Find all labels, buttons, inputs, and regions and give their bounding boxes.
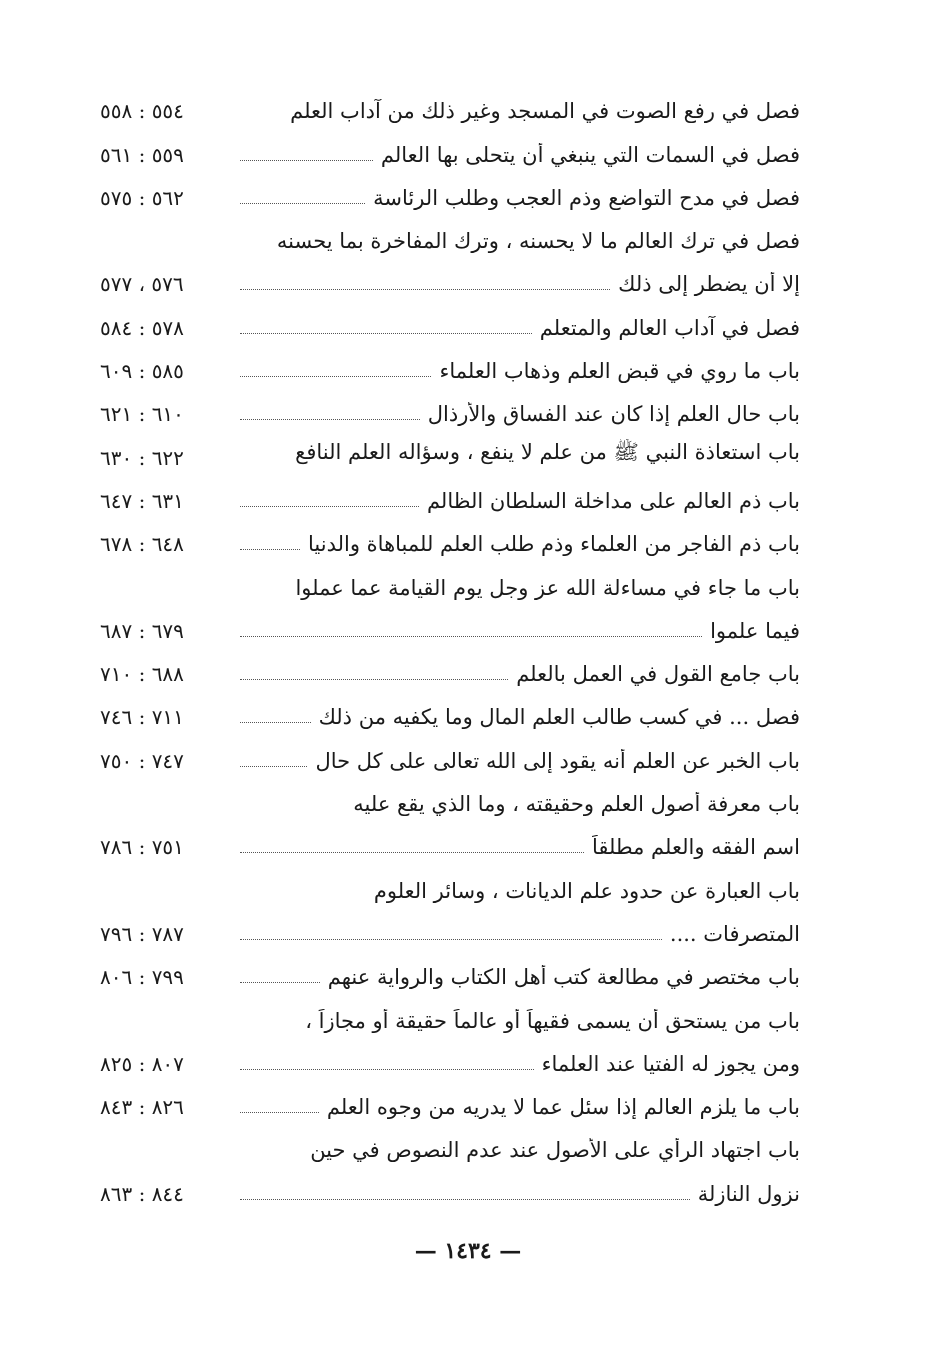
- toc-entry: [100, 950, 800, 993]
- toc-entry-pages: ٧٤٧ : ٧٥٠: [100, 748, 184, 773]
- toc-entry-pages: ٥٧٦ ، ٥٧٧: [100, 272, 184, 297]
- toc-entry-pages: ٦٢٢ : ٦٣٠: [100, 445, 184, 470]
- toc-entry: [100, 171, 800, 214]
- dot-leader: [240, 766, 307, 767]
- toc-entry-title: فصل في آداب العالم والمتعلم: [539, 315, 800, 340]
- table-of-contents: [100, 84, 800, 1210]
- toc-entry-pages: ٦٨٨ : ٧١٠: [100, 662, 184, 687]
- toc-entry-pages: ٨٤٤ : ٨٦٣: [100, 1181, 184, 1206]
- dot-leader: [240, 722, 311, 723]
- toc-entry-pages: ٨٢٦ : ٨٤٣: [100, 1095, 184, 1120]
- toc-entry-title: فيما علموا: [710, 618, 800, 643]
- toc-entry: [100, 907, 800, 950]
- page-number: — ١٤٣٤ —: [414, 1238, 522, 1264]
- toc-entry-pages: ٦٧٩ : ٦٨٧: [100, 618, 184, 643]
- toc-entry-pages: ٦٤٨ : ٦٧٨: [100, 532, 184, 557]
- dot-leader: [240, 506, 419, 507]
- toc-entry: [100, 647, 800, 690]
- toc-entry-pages: ٥٥٤ : ٥٥٨: [100, 99, 184, 124]
- toc-entry-title: باب جامع القول في العمل بالعلم: [516, 662, 800, 687]
- dot-leader: [240, 852, 584, 853]
- toc-entry: [100, 214, 800, 257]
- toc-entry: [100, 733, 800, 776]
- toc-entry-title: باب ذم العالم على مداخلة السلطان الظالم: [426, 488, 800, 513]
- toc-entry-title: ومن يجوز له الفتيا عند العلماء: [541, 1051, 800, 1076]
- toc-entry: [100, 127, 800, 170]
- toc-entry-title: باب من يستحق أن يسمى فقيهاً أو عالماً حقيقة أو مجازاً ،: [305, 1008, 800, 1033]
- toc-entry-title: باب ذم الفاجر من العلماء وذم طلب العلم للمباهاة والدنيا: [308, 532, 800, 557]
- toc-entry-title: نزول النازلة: [697, 1181, 800, 1206]
- toc-entry-title: فصل في ترك العالم ما لا يحسنه ، وترك المفاخرة بما يحسنه: [276, 229, 800, 254]
- toc-entry-title: باب اجتهاد الرأي على الأصول عند عدم النصوص في حين: [310, 1138, 800, 1163]
- toc-entry-pages: ٧٩٩ : ٨٠٦: [100, 965, 184, 990]
- toc-entry-pages: ٨٠٧ : ٨٢٥: [100, 1051, 184, 1076]
- toc-entry-pages: ٥٧٨ : ٥٨٤: [100, 315, 184, 340]
- toc-entry: [100, 84, 800, 127]
- toc-entry: [100, 604, 800, 647]
- dot-leader: [240, 939, 662, 940]
- dot-leader: [240, 982, 320, 983]
- toc-entry-title: باب معرفة أصول العلم وحقيقته ، وما الذي يقع عليه: [353, 792, 800, 817]
- dot-leader: [240, 636, 702, 637]
- toc-entry-title: باب الخبر عن العلم أنه يقود إلى الله تعالى على كل حال: [315, 748, 800, 773]
- dot-leader: [240, 1199, 690, 1200]
- toc-entry: [100, 387, 800, 430]
- toc-entry-pages: ٧٨٧ : ٧٩٦: [100, 921, 184, 946]
- toc-entry-pages: ٦٣١ : ٦٤٧: [100, 488, 184, 513]
- toc-entry: [100, 863, 800, 906]
- toc-entry-title: فصل في السمات التي ينبغي أن يتحلى بها العالم: [380, 142, 800, 167]
- dot-leader: [240, 679, 508, 680]
- toc-entry: [100, 344, 800, 387]
- toc-entry-pages: ٥٦٢ : ٥٧٥: [100, 185, 184, 210]
- toc-entry-pages: ٧٥١ : ٧٨٦: [100, 835, 184, 860]
- dot-leader: [240, 289, 610, 290]
- dot-leader: [240, 203, 365, 204]
- toc-entry-pages: ٦١٠ : ٦٢١: [100, 402, 184, 427]
- toc-entry: [100, 1080, 800, 1123]
- toc-entry: [100, 474, 800, 517]
- toc-entry-title: فصل ... في كسب طالب العلم المال وما يكفيه من ذلك: [318, 705, 800, 730]
- toc-entry: [100, 430, 800, 473]
- toc-entry: [100, 1037, 800, 1080]
- toc-entry-title: باب استعاذة النبي ﷺ من علم لا ينفع ، وسؤاله العلم النافع: [295, 439, 800, 464]
- toc-entry-pages: ٥٥٩ : ٥٦١: [100, 142, 184, 167]
- toc-entry-title: فصل في رفع الصوت في المسجد وغير ذلك من آداب العلم: [290, 99, 800, 124]
- toc-entry-title: باب ما جاء في مساءلة الله عز وجل يوم القيامة عما عملوا: [295, 575, 800, 600]
- toc-entry: [100, 993, 800, 1036]
- dot-leader: [240, 160, 373, 161]
- dot-leader: [240, 333, 532, 334]
- toc-entry: [100, 517, 800, 560]
- dot-leader: [240, 1069, 534, 1070]
- toc-entry: [100, 690, 800, 733]
- toc-entry: [100, 300, 800, 343]
- toc-entry-title: باب العبارة عن حدود علم الديانات ، وسائر العلوم: [373, 878, 800, 903]
- toc-entry-title: باب ما روي في قبض العلم وذهاب العلماء: [439, 359, 800, 384]
- toc-entry-title: فصل في مدح التواضع وذم العجب وطلب الرئاسة: [373, 185, 800, 210]
- toc-entry-title: باب ما يلزم العالم إذا سئل عما لا يدريه من وجوه العلم: [326, 1095, 800, 1120]
- toc-entry: [100, 1123, 800, 1166]
- toc-entry: [100, 1166, 800, 1209]
- toc-entry-pages: ٥٨٥ : ٦٠٩: [100, 359, 184, 384]
- toc-entry-title: باب حال العلم إذا كان عند الفساق والأرذال: [427, 402, 800, 427]
- toc-entry-title: إلا أن يضطر إلى ذلك: [618, 272, 800, 297]
- toc-entry: [100, 560, 800, 603]
- dot-leader: [240, 376, 431, 377]
- dot-leader: [240, 419, 420, 420]
- dot-leader: [240, 549, 300, 550]
- toc-entry: [100, 820, 800, 863]
- toc-entry-title: اسم الفقه والعلم مطلقاً: [591, 835, 800, 860]
- toc-entry-title: باب مختصر في مطالعة كتب أهل الكتاب والرواية عنهم: [327, 965, 800, 990]
- dot-leader: [240, 1112, 319, 1113]
- toc-entry: [100, 257, 800, 300]
- toc-entry: [100, 777, 800, 820]
- toc-entry-pages: ٧١١ : ٧٤٦: [100, 705, 184, 730]
- toc-entry-title: المتصرفات ....: [669, 921, 800, 946]
